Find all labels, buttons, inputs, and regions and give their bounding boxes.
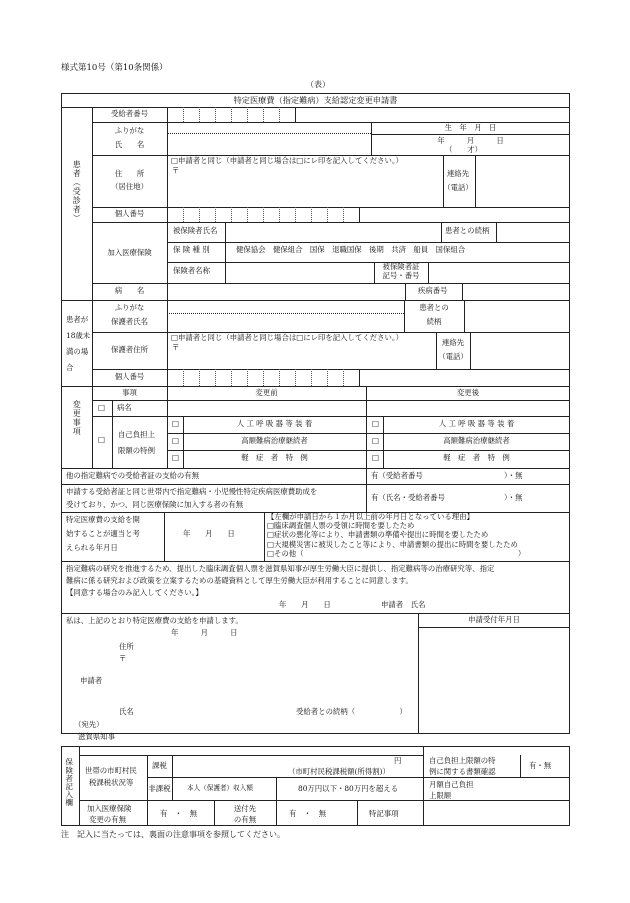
special-docs-label-2: 例に関する書類確認: [429, 767, 496, 776]
patient-postal-mark: 〒: [172, 166, 180, 175]
age-field[interactable]: （ 才）: [445, 145, 482, 154]
change-side-label: 変更事項: [72, 400, 82, 436]
change-special-label-1: 自己負担上: [118, 430, 155, 439]
recipient-number-label: 受給者番号: [111, 109, 148, 118]
special-docs-label-1: 自己負担上限額の特: [429, 756, 496, 765]
applicant-relation-field[interactable]: 受給者との続柄（ ）: [296, 707, 407, 716]
after-high-cost-checkbox[interactable]: □: [372, 436, 379, 445]
consent-text-1: 指定難病の研究を推進するため、提出した臨床調査個人票を滋賀県知事が厚生労働大臣に提供し、指定難病等の治療研究等、指定: [66, 564, 495, 573]
insurer-name-label: 保険者名称: [173, 266, 210, 275]
guardian-side-label-3: 満の場: [66, 347, 89, 356]
applicant-label: 申請者: [80, 676, 103, 685]
before-ventilator-checkbox[interactable]: □: [172, 419, 179, 428]
after-mild-label: 軽 症 者 特 例: [443, 453, 510, 462]
tax-status-label-1: 世帯の市町村民: [85, 766, 137, 775]
guardian-side-label-2: 18歳未: [66, 331, 91, 340]
after-high-cost-label: 高額難病治療継続者: [443, 436, 510, 445]
same-household-value[interactable]: 有（氏名・受給者番号 ）・無: [371, 493, 523, 502]
send-to-label-1: 送付先: [233, 804, 257, 813]
monthly-limit-label-1: 月額自己負担: [429, 780, 474, 789]
before-ventilator-label: 人 工 呼 吸 器 等 装 着: [236, 419, 313, 428]
insurance-label: 加入医療保険: [107, 248, 152, 257]
insured-card-label2: 記号・番号: [382, 271, 420, 280]
change-col-item: 事項: [122, 388, 137, 397]
guardian-postal-mark: 〒: [172, 343, 180, 352]
income-value-options[interactable]: 80万円以下・80万円を超える: [298, 784, 399, 793]
applicant-address-label: 住所: [119, 642, 134, 651]
send-to-label-2: の有無: [233, 815, 257, 824]
patient-side-label: 患者（受診者）: [72, 160, 82, 223]
guardian-contact-label: 連絡先: [441, 338, 465, 347]
patient-address-sub: （居住地）: [111, 182, 148, 191]
addressee-label: （宛先）: [74, 720, 104, 729]
received-date-label: 申請受付年月日: [468, 615, 520, 624]
guardian-furigana-label: ふりがな: [114, 303, 145, 312]
insured-name-label: 被保険者氏名: [173, 226, 218, 235]
guardian-relation-label2: 続柄: [426, 317, 442, 326]
insurance-change-yes-no[interactable]: 有 ・ 無: [160, 809, 197, 818]
after-ventilator-label: 人 工 呼 吸 器 等 装 着: [438, 419, 515, 428]
insurance-change-label-2: 変更の有無: [89, 815, 126, 824]
start-date-field[interactable]: 年 月 日: [183, 529, 235, 538]
yen-unit: 円: [394, 756, 402, 765]
start-date-label-3: えられる年月日: [66, 543, 118, 552]
start-date-label-2: 始することが適当と考: [66, 529, 140, 538]
insurance-type-label: 保 険 種 別: [173, 245, 210, 254]
change-col-before: 変更前: [255, 388, 278, 397]
insurer-side-label: 保険者記入欄: [64, 758, 74, 807]
guardian-address-same-checkbox[interactable]: □申請者と同じ（申請者と同じ場合は□にレ印を記入してください。）: [171, 333, 403, 342]
consent-text-3: 【同意する場合のみ記入してください。】: [66, 588, 203, 597]
patient-address-label: 住 所: [114, 169, 145, 178]
form-number: 様式第10号（第10条関係）: [61, 63, 168, 73]
reason-4-checkbox[interactable]: □その他（ ）: [267, 549, 526, 558]
tax-status-label-2: 税課税状況等: [89, 778, 134, 787]
guardian-individual-number-label: 個人番号: [114, 372, 145, 381]
consent-date-field[interactable]: 年 月 日: [279, 600, 331, 609]
same-household-label-1: 申請する受給者証と同じ世帯内で指定難病・小児慢性特定疾病医療費助成を: [66, 487, 318, 496]
insurance-type-options[interactable]: 健保協会 健保組合 国保 退職国保 後期 共済 船員 国保組合: [236, 245, 466, 254]
guardian-name-label: 保護者氏名: [111, 317, 148, 326]
other-disease-value[interactable]: 有（受給者番号 ）・無: [371, 471, 523, 480]
before-mild-label: 軽 症 者 特 例: [241, 453, 308, 462]
footer-note: 注 記入に当たっては、裏面の注意事項を参照してください。: [61, 830, 285, 839]
form-title: 特定医療費（指定難病）支給認定変更申請書: [233, 95, 398, 105]
disease-number-label: 疾病番号: [418, 286, 448, 295]
guardian-phone-label: （電話）: [438, 352, 468, 361]
reason-1-checkbox[interactable]: □臨床調査個人票の受領に時間を要したため: [267, 521, 415, 530]
insurance-change-label-1: 加入医療保険: [87, 804, 132, 813]
consent-text-2: 難病に係る研究および政策を立案するための基礎資料として厚生労働大臣が利用することに同意します。: [66, 576, 413, 585]
before-high-cost-checkbox[interactable]: □: [172, 436, 179, 445]
guardian-side-label-1: 患者が: [66, 315, 89, 324]
birth-date-field[interactable]: 年 月 日: [437, 136, 504, 145]
before-mild-checkbox[interactable]: □: [172, 453, 179, 462]
reason-3-checkbox[interactable]: □大規模災害に被災したこと等により、申請書類の提出に時間を要したため: [267, 540, 518, 549]
birth-date-label: 生 年 月 日: [444, 123, 497, 132]
special-note-label: 特記事項: [369, 809, 399, 818]
same-household-label-2: 受けており、かつ、同じ医療保険に加入する者の有無: [66, 500, 244, 509]
change-disease-label: 病名: [117, 403, 132, 412]
patient-address-same-checkbox[interactable]: □申請者と同じ（申請者と同じ場合は□にレ印を記入してください。）: [171, 156, 403, 165]
patient-name-label: 氏 名: [114, 140, 145, 149]
application-date[interactable]: 年 月 日: [171, 628, 238, 637]
consent-applicant-name[interactable]: 申請者 氏名: [381, 600, 426, 609]
taxed-label: 課税: [152, 761, 167, 770]
reason-2-checkbox[interactable]: □症状の悪化等により、申請書類の準備や提出に時間を要したため: [267, 530, 489, 539]
nontaxed-label: 非課税: [148, 784, 171, 793]
change-special-label-2: 限額の特例: [118, 446, 155, 455]
disease-label: 病 名: [114, 286, 145, 295]
change-col-after: 変更後: [456, 388, 480, 397]
guardian-address-label: 保護者住所: [111, 345, 148, 354]
applicant-postal-mark: 〒: [119, 654, 127, 663]
patient-furigana-label: ふりがな: [114, 126, 145, 135]
send-to-yes-no[interactable]: 有 ・ 無: [289, 809, 326, 818]
insured-card-label: 被保険者証: [382, 262, 420, 271]
patient-contact-label: 連絡先: [446, 169, 470, 178]
addressee-governor: 滋賀県知事: [78, 732, 115, 741]
patient-individual-number-label: 個人番号: [114, 209, 145, 218]
other-disease-label: 他の指定難病での受給者証の支給の有無: [66, 471, 200, 480]
change-special-checkbox[interactable]: □: [98, 435, 105, 444]
special-docs-yes-no[interactable]: 有・無: [529, 761, 552, 770]
patient-phone-label: （電話）: [443, 183, 473, 192]
municipal-tax-label: （市町村民税課税額(所得割)）: [288, 767, 390, 776]
after-mild-checkbox[interactable]: □: [372, 453, 379, 462]
monthly-limit-label-2: 上限額: [429, 791, 452, 800]
before-high-cost-label: 高額難病治療継続者: [241, 436, 308, 445]
application-statement: 私は、上記のとおり特定医療費の支給を申請します。: [66, 616, 243, 625]
relation-label: 患者との続柄: [445, 226, 490, 235]
after-ventilator-checkbox[interactable]: □: [372, 419, 379, 428]
change-disease-checkbox[interactable]: □: [98, 403, 105, 412]
guardian-side-label-4: 合: [66, 363, 74, 372]
applicant-name-label: 氏名: [119, 707, 134, 716]
reason-heading: 【左欄が申請日から１か月以上前の年月日となっている理由】: [267, 512, 474, 521]
guardian-relation-label: 患者との: [419, 303, 449, 312]
start-date-label-1: 特定医療費の支給を開: [66, 515, 140, 524]
income-label: 本人（保護者）収入額: [187, 784, 253, 792]
omote-label: （表）: [306, 80, 330, 89]
